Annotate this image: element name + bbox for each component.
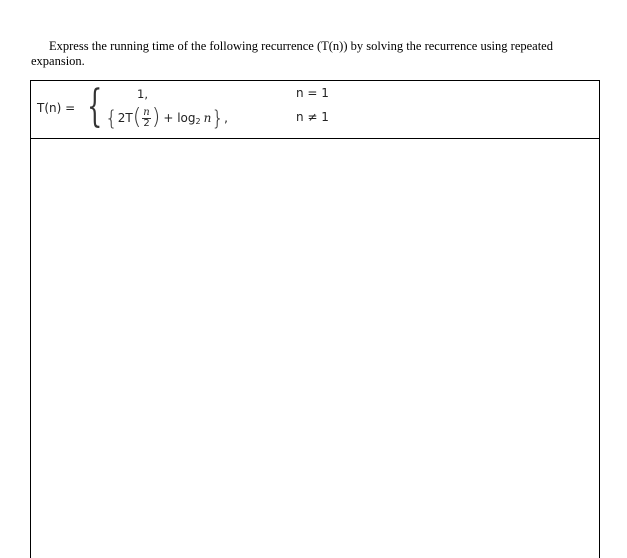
recurrence-equation-box xyxy=(30,80,600,139)
answer-work-area[interactable] xyxy=(30,138,600,558)
recursive-case-expression xyxy=(105,103,228,133)
left-paren: ( xyxy=(132,105,142,130)
equation-lhs: T(n) = xyxy=(37,101,76,115)
question-text-line2: expansion. xyxy=(31,53,85,68)
recursive-coefficient: 2T xyxy=(117,111,133,125)
fraction-numerator: n xyxy=(143,106,150,118)
trailing-comma: , xyxy=(224,111,228,125)
recursive-case-condition: n ≠ 1 xyxy=(296,110,329,124)
log-argument: n xyxy=(203,111,212,125)
plus-log: + log xyxy=(163,111,196,125)
cases-brace: { xyxy=(87,81,103,132)
question-text-line1: Express the running time of the following recurrence (T(n)) by solving the recurrence using repeated xyxy=(49,39,553,53)
left-brace: { xyxy=(105,106,118,130)
fraction-denominator: 2 xyxy=(143,117,150,129)
right-brace: } xyxy=(211,106,225,130)
base-case-value: 1, xyxy=(137,87,148,101)
log-base: 2 xyxy=(195,116,201,126)
n-over-2-fraction xyxy=(142,108,150,129)
base-case-condition: n = 1 xyxy=(296,86,329,100)
right-paren: ) xyxy=(151,105,161,130)
question-prompt xyxy=(31,39,591,68)
